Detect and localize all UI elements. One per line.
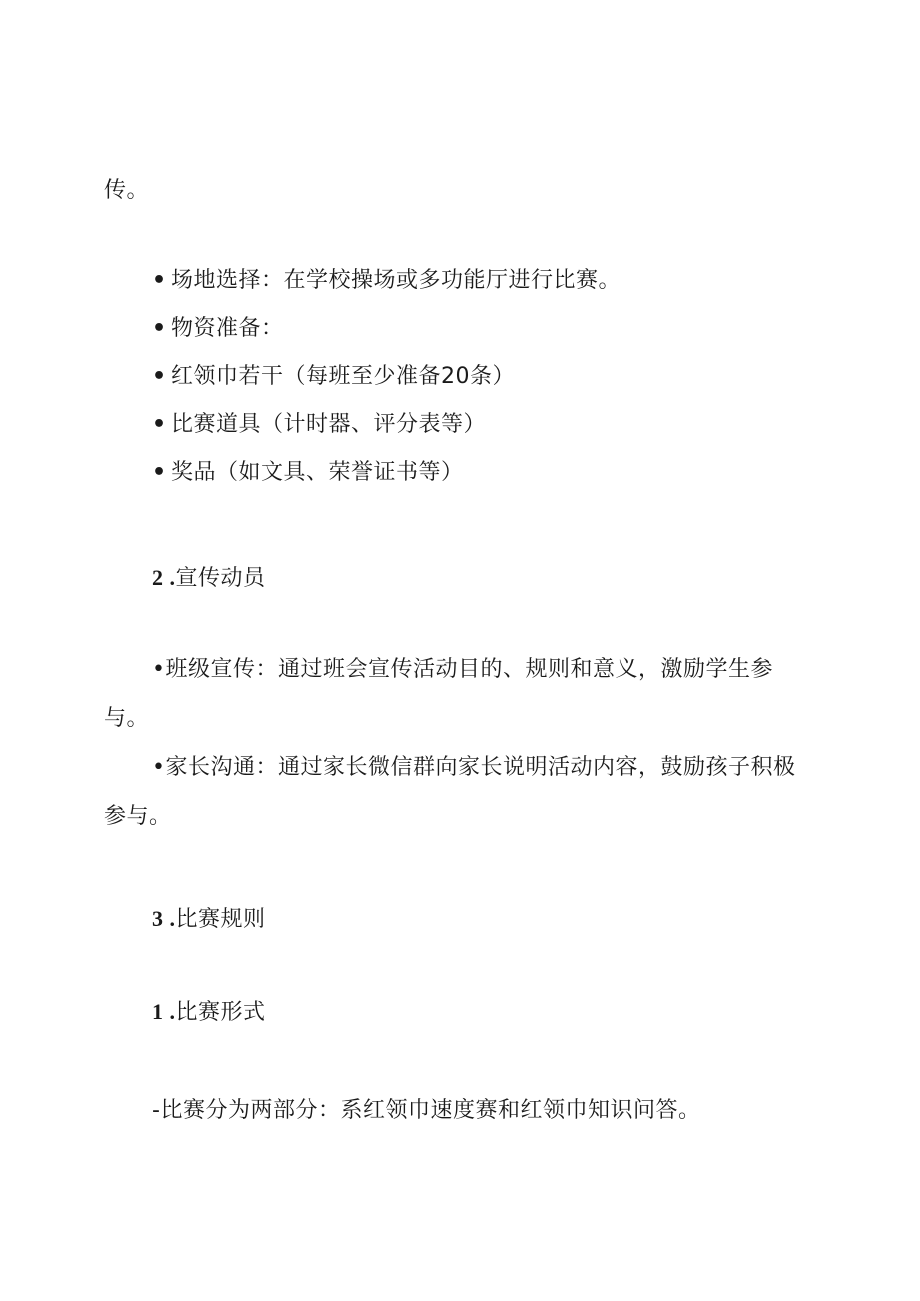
paragraph-line [152, 655, 773, 685]
paragraph-text: 班级宣传：通过班会宣传活动目的、规则和意义，激励学生参 [165, 657, 773, 682]
subsection-title: 比赛形式 [175, 1000, 266, 1025]
list-item-text: 比赛道具（计时器、评分表等） [171, 412, 487, 437]
subsection-separator: . [163, 999, 176, 1024]
list-item [152, 314, 284, 344]
paragraph-continuation: 与。 [104, 706, 150, 731]
list-item [152, 458, 464, 488]
intro-continuation-text: 传。 [104, 178, 150, 203]
section-number: 3 [152, 906, 164, 931]
list-item-text: 场地选择：在学校操场或多功能厅进行比赛。 [171, 268, 622, 293]
section-separator: . [163, 906, 176, 931]
subsection-heading-format [152, 997, 266, 1028]
format-description: -比赛分为两部分：系红领巾速度赛和红领巾知识问答。 [152, 1098, 701, 1123]
section-heading-rules [152, 904, 266, 935]
bullet-icon: • [152, 657, 166, 682]
section-title: 比赛规则 [175, 907, 266, 932]
list-item [152, 266, 621, 296]
bullet-icon: • [152, 460, 167, 485]
subsection-number: 1 [152, 999, 164, 1024]
list-item [152, 362, 515, 392]
bullet-icon: • [152, 412, 167, 437]
section-separator: . [163, 565, 176, 590]
list-item-text: 奖品（如文具、荣誉证书等） [171, 460, 464, 485]
bullet-icon: • [152, 316, 167, 341]
list-item-text: 物资准备： [171, 316, 284, 341]
bullet-icon: • [152, 268, 167, 293]
section-number: 2 [152, 565, 164, 590]
paragraph-line [152, 753, 796, 783]
bullet-icon: • [152, 364, 167, 389]
section-heading-publicity [152, 563, 266, 594]
paragraph-continuation: 参与。 [104, 804, 172, 829]
bullet-icon: • [152, 755, 166, 780]
list-item [152, 410, 486, 440]
section-title: 宣传动员 [175, 566, 266, 591]
list-item-text: 红领巾若干（每班至少准备20条） [171, 364, 515, 389]
paragraph-text: 家长沟通：通过家长微信群向家长说明活动内容，鼓励孩子积极 [165, 755, 796, 780]
